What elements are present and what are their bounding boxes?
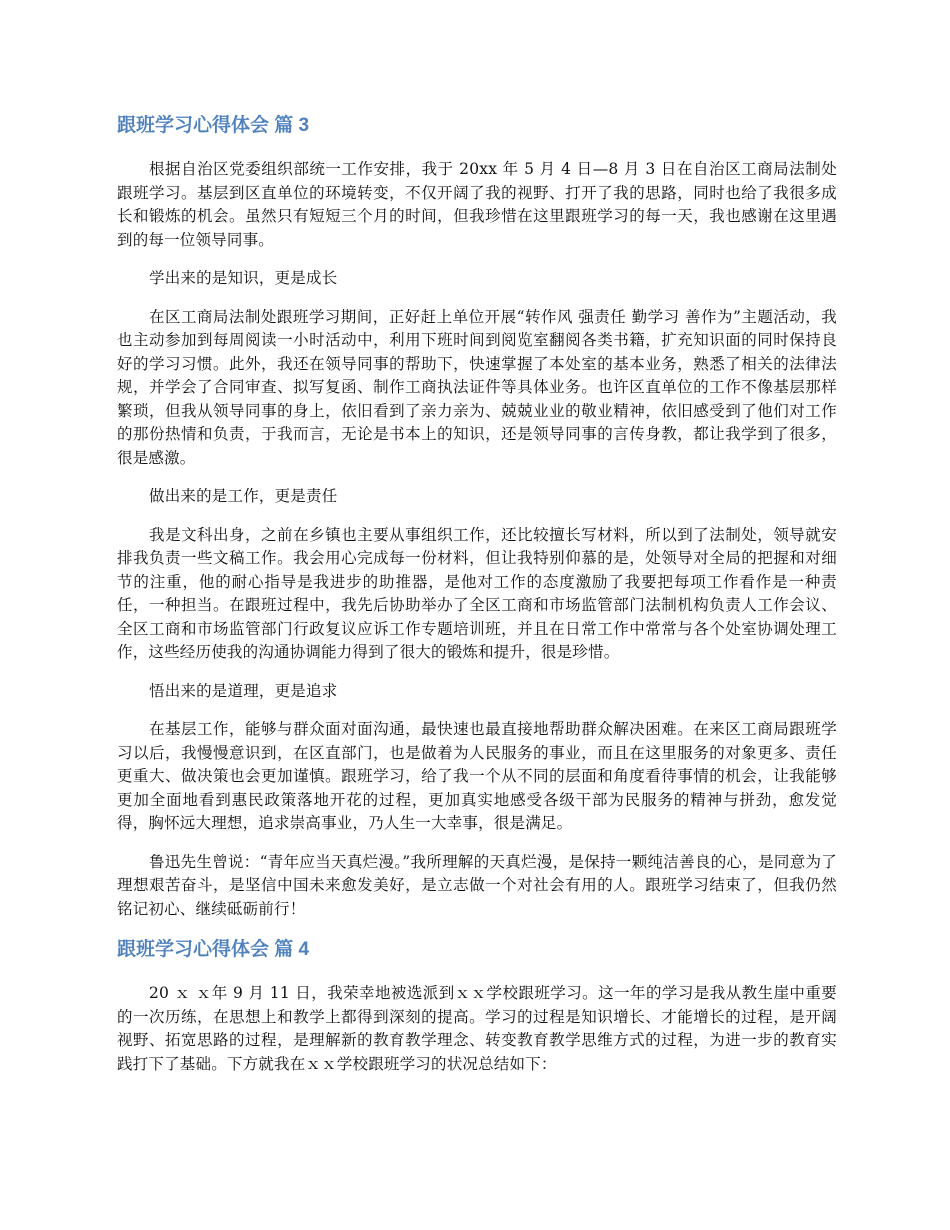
paragraph: 在区工商局法制处跟班学习期间，正好赶上单位开展“转作风 强责任 勤学习 善作为”主题活动，我也主动参加到每周阅读一小时活动中，利用下班时间到阅览室翻阅各类书籍，扩充知识面的同时保持良好的学习习惯。此外，我还在领导同事的帮助下，快速掌握了本处室的基本业务，熟悉了相关的法律法规，并学会了合同审查、拟写复函、制作工商执法证件等具体业务。也许区直单位的工作不像基层那样繁琐，但我从领导同事的身上，依旧看到了亲力亲为、兢兢业业的敬业精神，依旧感受到了他们对工作的那份热情和负责，于我而言，无论是书本上的知识，还是领导同事的言传身教，都让我学到了很多，很是感激。 — [117, 307, 837, 467]
subheading: 做出来的是工作，更是责任 — [149, 487, 338, 505]
paragraph: 根据自治区党委组织部统一工作安排，我于 20xx 年 5 月 4 日—8 月 3 日在自治区工商局法制处跟班学习。基层到区直单位的环境转变，不仅开阔了我的视野、打开了我的思路，同时也给了我很多成长和锻炼的机会。虽然只有短短三个月的时间，但我珍惜在这里跟班学习的每一天，我也感谢在这里遇到的每一位领导同事。 — [117, 160, 837, 249]
paragraph: 20 ｘ ｘ年 9 月 11 日，我荣幸地被选派到ｘｘ学校跟班学习。这一年的学习是我从教生崖中重要的一次历练，在思想上和教学上都得到深刻的提高。学习的过程是知识增长、才能增长的过程，是开阔视野、拓宽思路的过程，是理解新的教育教学理念、转变教育教学思维方式的过程，为进一步的教育实践打下了基础。下方就我在ｘｘ学校跟班学习的状况总结如下： — [117, 984, 837, 1073]
section-heading: 跟班学习心得体会 篇 4 — [117, 939, 310, 960]
section-heading: 跟班学习心得体会 篇 3 — [117, 115, 310, 136]
subheading: 悟出来的是道理，更是追求 — [149, 681, 338, 700]
section-4 — [117, 936, 837, 1076]
paragraph: 在基层工作，能够与群众面对面沟通，最快速也最直接地帮助群众解决困难。在来区工商局跟班学习以后，我慢慢意识到，在区直部门，也是做着为人民服务的事业，而且在这里服务的对象更多、责任更重大、做决策也会更加谨慎。跟班学习，给了我一个从不同的层面和角度看待事情的机会，让我能够更加全面地看到惠民政策落地开花的过程，更加真实地感受各级干部为民服务的精神与拼劲，愈发觉得，胸怀远大理想，追求崇高事业，乃人生一大幸事，很是满足。 — [117, 720, 837, 832]
paragraph: 我是文科出身，之前在乡镇也主要从事组织工作，还比较擅长写材料，所以到了法制处，领导就安排我负责一些文稿工作。我会用心完成每一份材料，但让我特别仰慕的是，处领导对全局的把握和对细节的注重，他的耐心指导是我进步的助推器，是他对工作的态度激励了我要把每项工作看作是一种责任，一种担当。在跟班过程中，我先后协助举办了全区工商和市场监管部门法制机构负责人工作会议、全区工商和市场监管部门行政复议应诉工作专题培训班，并且在日常工作中常常与各个处室协调处理工作，这些经历使我的沟通协调能力得到了很大的锻炼和提升，很是珍惜。 — [117, 525, 837, 661]
subheading: 学出来的是知识，更是成长 — [149, 269, 338, 287]
section-3 — [117, 112, 837, 921]
document-page — [117, 100, 837, 1091]
paragraph: 鲁迅先生曾说：“青年应当天真烂漫。”我所理解的天真烂漫，是保持一颗纯洁善良的心，是同意为了理想艰苦奋斗，是坚信中国未来愈发美好，是立志做一个对社会有用的人。跟班学习结束了，但我仍然铭记初心、继续砥砺前行！ — [117, 852, 837, 918]
